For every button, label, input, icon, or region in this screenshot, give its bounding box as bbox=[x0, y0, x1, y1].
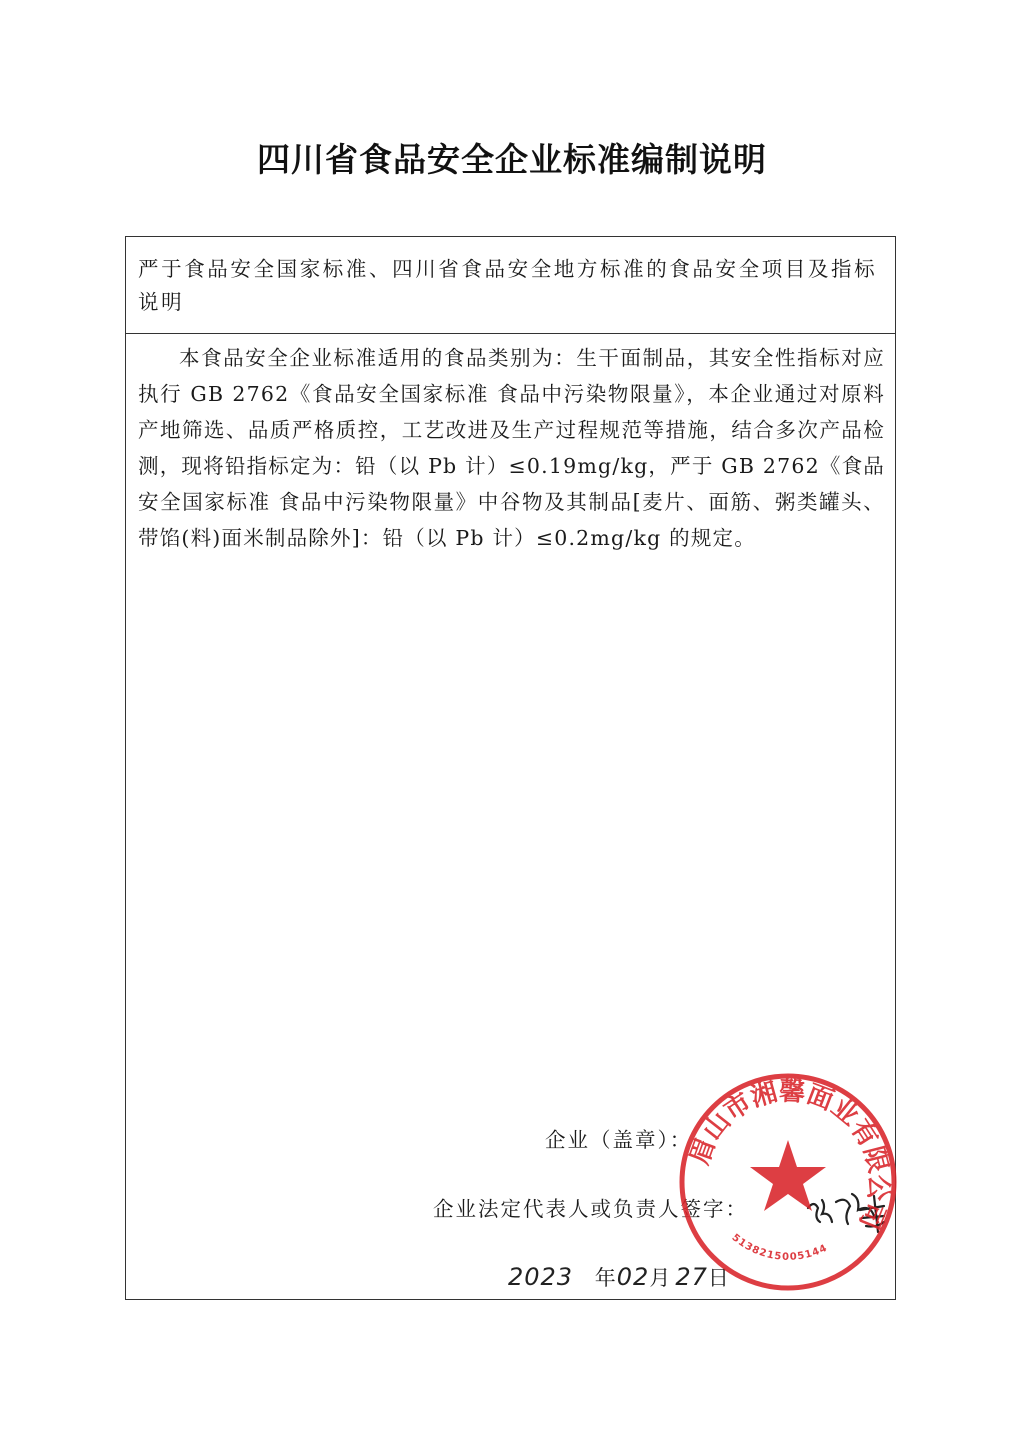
seal-code: 5138215005144 bbox=[729, 1232, 830, 1263]
representative-label: 企业法定代表人或负责人签字： bbox=[433, 1197, 748, 1221]
date-day-unit: 日 bbox=[707, 1266, 730, 1290]
table-header-cell bbox=[126, 237, 895, 334]
date-year: 2023 bbox=[508, 1263, 574, 1291]
date-day: 27 bbox=[675, 1263, 708, 1291]
date-month-unit: 月 bbox=[649, 1266, 672, 1290]
star-icon bbox=[750, 1140, 826, 1211]
seal-ring-text: 眉山市湘馨面业有限公司 bbox=[684, 1076, 894, 1234]
header-cell-text: 严于食品安全国家标准、四川省食品安全地方标准的食品安全项目及指标说明 bbox=[138, 257, 878, 314]
company-seal-stamp bbox=[676, 1070, 900, 1294]
date-year-unit: 年 bbox=[594, 1266, 617, 1290]
seal-label: 企业（盖章）： bbox=[545, 1128, 693, 1152]
date-month: 02 bbox=[616, 1263, 650, 1291]
page-title: 四川省食品安全企业标准编制说明 bbox=[257, 140, 767, 179]
body-paragraph: 本食品安全企业标准适用的食品类别为：生干面制品，其安全性指标对应执行 GB 2762《食品安全国家标准 食品中污染物限量》，本企业通过对原料产地筛选、品质严格质控，工艺改进及生产过程规范等措施，结合多次产品检测，现将铅指标定为：铅（以 Pb 计）≤0.19mg/kg，严于 GB 2762《食品安全国家标准 食品中污染物限量》中谷物及其制品[麦片、面筋、粥类罐头、带馅(料)面米制品除外]：铅（以 Pb 计）≤0.2mg/kg 的规定。 bbox=[138, 346, 885, 550]
